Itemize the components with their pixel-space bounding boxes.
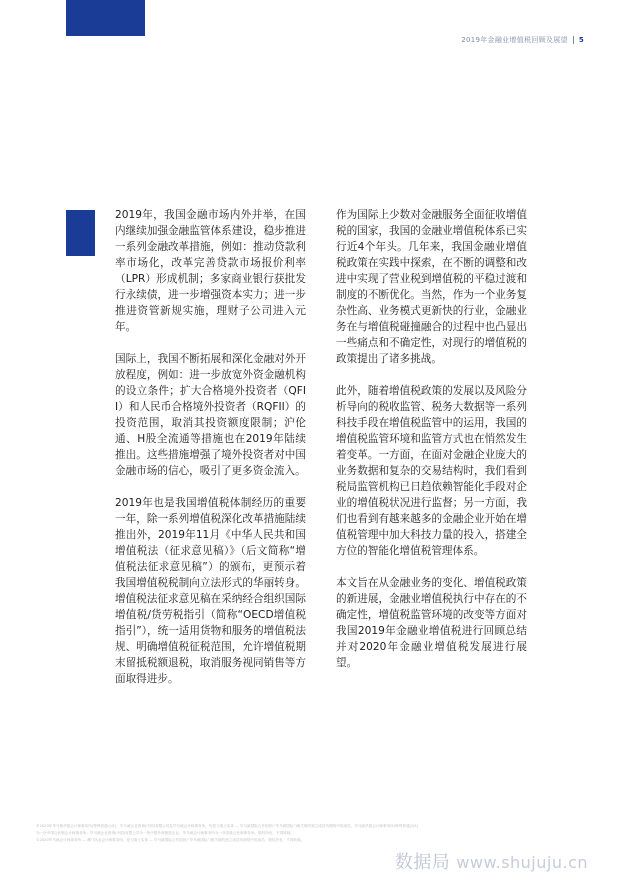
paragraph: 作为国际上少数对金融服务全面征收增值税的国家，我国的金融业增值税体系已实行近4个年头。几年来，我国金融业增值税政策在实践中探索，在不断的调整和改进中实现了营业税到增值税的平稳过渡和制度的不断优化。当然，作为一个业务复杂性高、业务模式更新快的行业，金融业务在与增值税碰撞融合的过程中也凸显出一些痛点和不确定性，对现行的增值税的政策提出了诸多挑战。 (336, 209, 527, 365)
top-accent-block (66, 0, 145, 36)
copyright-footer (36, 823, 584, 844)
footer-line: ©2020毕马威会计师事务所 — 澳门执业会计师事务所，是与瑞士实体 — 毕马威国际合作组织(“毕马威国际”)相关联的独立成员所网络中的成员。版权所有，不得转载。 (36, 838, 305, 842)
paragraph: 2019年也是我国增值税体制经历的重要一年，除一系列增值税深化改革措施陆续推出外，2019年11月《中华人民共和国增值税法（征求意见稿）》（后文简称“增值税法征求意见稿”）的颁布，更预示着我国增值税税制向立法形式的华丽转身。增值税法征求意见稿在采纳经合组织国际增值税/货劳税指引（简称“OECD增值税指引”），统一适用货物和服务的增值税法规、明确增值税征税范围，允许增值税期末留抵税额退税，取消服务视同销售等方面取得进步。 (115, 497, 306, 685)
footer-line: ©2020年毕马威华振会计师事务所(特殊普通合伙)、毕马威企业咨询(中国)有限公司及毕马威会计师事务所，均是与瑞士实体 — 毕马威国际合作组织(“毕马威国际”)相关联的独立成员所网络中的成员。毕马威华振会计师事务所(特殊普通合伙) (36, 824, 419, 828)
watermark-url: www.shujuju.cn (456, 853, 588, 872)
right-text-column (336, 207, 527, 687)
footer-line: 为一所中国合伙制会计师事务所；毕马威企业咨询(中国)有限公司为一所中国外商独资企业；毕马威会计师事务所为一所香港合伙制事务所。版权所有，不得转载。 (36, 831, 294, 835)
watermark-cn: 数据局 (394, 852, 451, 873)
paragraph: 本文旨在从金融业务的变化、增值税政策的新进展，金融业增值税执行中存在的不确定性，增值税监管环境的改变等方面对我国2019年金融业增值税进行回顾总结并对2020年金融业增值税发展进行展望。 (336, 577, 527, 669)
paragraph: 2019年，我国金融市场内外并举，在国内继续加强金融监管体系建设，稳步推进一系列金融改革措施，例如：推动贷款利率市场化，改革完善贷款市场报价利率（LPR）形成机制；多家商业银行获批发行永续债，进一步增强资本实力；进一步推进资管新规实施，理财子公司进入元年。 (115, 209, 306, 333)
watermark (395, 848, 588, 874)
header-divider (573, 36, 574, 44)
page-number: 5 (578, 36, 584, 44)
page-header (461, 35, 584, 45)
paragraph: 此外，随着增值税政策的发展以及风险分析导向的税收监管、税务大数据等一系列科技手段在增值税监管中的运用，我国的增值税监管环境和监管方式也在悄然发生着变革。一方面，在面对金融企业庞大的业务数据和复杂的交易结构时，我们看到税局监管机构已日趋依赖智能化手段对企业的增值税状况进行监督；另一方面，我们也看到有越来越多的金融企业开始在增值税管理中加大科技力量的投入，搭建全方位的智能化增值税管理体系。 (336, 385, 527, 557)
left-text-column (115, 207, 306, 703)
paragraph: 国际上，我国不断拓展和深化金融对外开放程度，例如：进一步放宽外资金融机构的设立条件；扩大合格境外投资者（QFII）和人民币合格境外投资者（RQFII）的投资范围，取消其投资额度限制；沪伦通、H股全流通等措施也在2019年陆续推出。这些措施增强了境外投资者对中国金融市场的信心，吸引了更多资金流入。 (115, 353, 306, 477)
section-accent-block (66, 210, 95, 256)
header-title: 2019年金融业增值税回顾及展望 (461, 36, 568, 44)
